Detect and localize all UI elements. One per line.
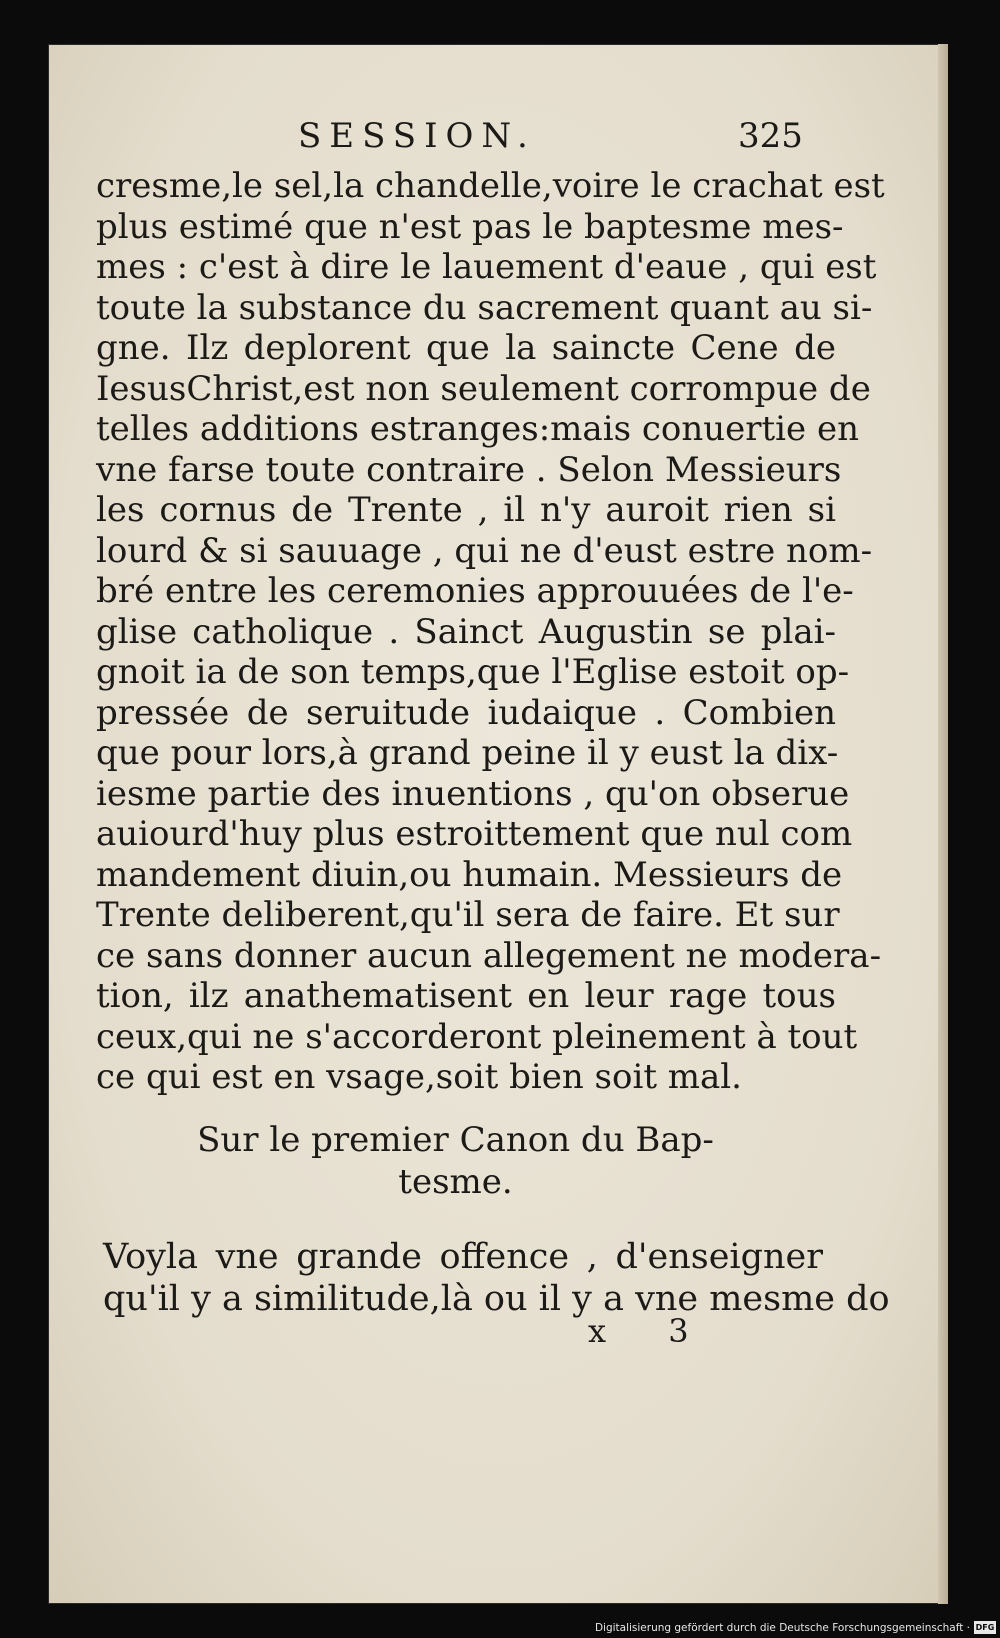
text-line: iesme partie des inuentions , qu'on obserue [96,773,850,814]
text-line: Voyla vne grande offence , d'enseigner [103,1237,823,1277]
text-line: tion, ilz anathematisent en leur rage tous [96,976,836,1016]
page-edge [938,44,948,1604]
text-line: vne farse toute contraire . Selon Messieurs [96,449,842,490]
text-line: cresme,le sel,la chandelle,voire le crachat est [96,166,885,206]
dfg-logo-icon: DFG [975,1623,995,1632]
text-line: lourd & si sauuage , qui ne d'eust estre nom- [96,530,873,571]
paragraph-1 [96,166,885,1098]
text-line: gnoit ia de son temps,que l'Eglise estoit op- [96,652,850,692]
paragraph-2 [103,1236,890,1320]
text-line: les cornus de Trente , il n'y auroit rien si [96,490,836,530]
text-line: IesusChrist,est non seulement corrompue de [96,368,871,409]
text-line: auiourd'huy plus estroittement que nul com [96,814,853,854]
text-line: gne. Ilz deplorent que la saincte Cene de [96,328,836,368]
text-line: plus estimé que n'est pas le baptesme mes- [96,206,844,247]
heading-line: tesme. [398,1162,513,1202]
text-line: ce sans donner aucun allegement ne modera- [96,935,882,976]
text-line: telles additions estranges:mais conuertie en [96,409,859,449]
signature-mark: x 3 [588,1312,715,1350]
text-line: mes : c'est à dire le lauement d'eaue , qui est [96,247,877,287]
text-line: ceux,qui ne s'accorderont pleinement à tout [96,1016,858,1057]
text-line: ce qui est en vsage,soit bien soit mal. [96,1057,742,1097]
text-line: glise catholique . Sainct Augustin se plai- [96,611,836,652]
text-line: bré entre les ceremonies approuuées de l'e- [96,571,854,611]
text-line: pressée de seruitude iudaique . Combien [96,692,836,733]
text-line: mandement diuin,ou humain. Messieurs de [96,854,843,895]
running-head-title: SESSION. [298,116,536,156]
heading-line: Sur le premier Canon du Bap- [197,1120,714,1160]
book-page [48,44,948,1604]
page-number: 325 [738,116,803,156]
text-line: qu'il y a similitude,là ou il y a vne mesme do [103,1279,890,1319]
text-line: toute la substance du sacrement quant au si- [96,287,873,328]
section-heading [48,1119,863,1203]
footer-credit: Digitalisierung gefördert durch die Deutsche Forschungsgemeinschaft · [594,1622,970,1634]
text-line: que pour lors,à grand peine il y eust la dix- [96,733,839,773]
running-head [48,116,948,166]
text-line: Trente deliberent,qu'il sera de faire. Et sur [96,895,840,935]
